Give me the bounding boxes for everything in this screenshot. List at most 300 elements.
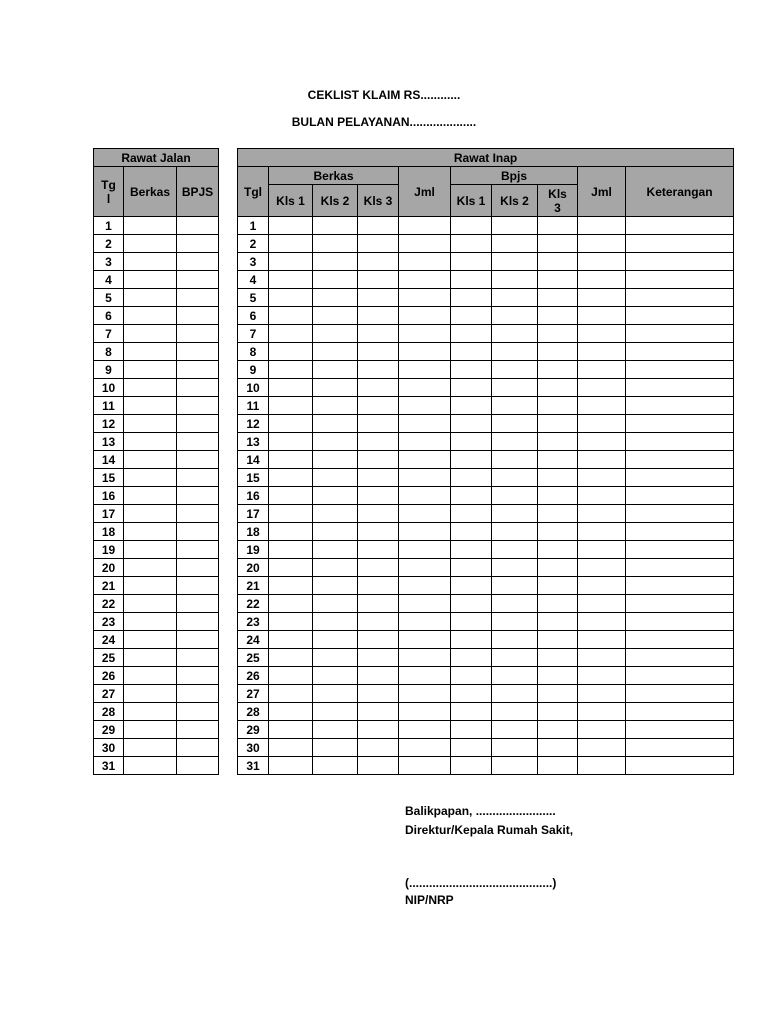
rj-cell[interactable] (124, 703, 177, 721)
ri-cell[interactable] (626, 487, 734, 505)
ri-cell[interactable] (626, 541, 734, 559)
ri-cell[interactable] (358, 757, 399, 775)
ri-cell[interactable] (269, 415, 313, 433)
rj-cell[interactable] (124, 757, 177, 775)
ri-cell[interactable] (313, 307, 358, 325)
ri-cell[interactable] (578, 307, 626, 325)
rj-cell[interactable] (124, 523, 177, 541)
ri-cell[interactable] (538, 577, 578, 595)
ri-cell[interactable] (492, 379, 538, 397)
ri-cell[interactable] (578, 433, 626, 451)
rj-cell[interactable] (124, 451, 177, 469)
ri-cell[interactable] (538, 613, 578, 631)
ri-cell[interactable] (269, 217, 313, 235)
ri-cell[interactable] (538, 397, 578, 415)
ri-cell[interactable] (626, 325, 734, 343)
ri-cell[interactable] (626, 523, 734, 541)
rj-cell[interactable] (177, 541, 219, 559)
ri-cell[interactable] (358, 271, 399, 289)
rj-cell[interactable] (124, 577, 177, 595)
ri-cell[interactable] (451, 379, 492, 397)
ri-cell[interactable] (358, 541, 399, 559)
ri-cell[interactable] (451, 757, 492, 775)
ri-cell[interactable] (626, 379, 734, 397)
ri-cell[interactable] (269, 649, 313, 667)
rj-cell[interactable] (124, 469, 177, 487)
ri-cell[interactable] (626, 685, 734, 703)
ri-cell[interactable] (358, 739, 399, 757)
ri-cell[interactable] (578, 505, 626, 523)
ri-cell[interactable] (358, 703, 399, 721)
ri-cell[interactable] (358, 397, 399, 415)
ri-cell[interactable] (269, 595, 313, 613)
ri-cell[interactable] (451, 613, 492, 631)
ri-cell[interactable] (269, 361, 313, 379)
ri-cell[interactable] (492, 757, 538, 775)
ri-cell[interactable] (451, 325, 492, 343)
ri-cell[interactable] (399, 325, 451, 343)
rj-cell[interactable] (177, 703, 219, 721)
ri-cell[interactable] (492, 397, 538, 415)
ri-cell[interactable] (451, 235, 492, 253)
ri-cell[interactable] (399, 343, 451, 361)
ri-cell[interactable] (313, 595, 358, 613)
ri-cell[interactable] (538, 523, 578, 541)
ri-cell[interactable] (451, 721, 492, 739)
ri-cell[interactable] (269, 325, 313, 343)
ri-cell[interactable] (451, 685, 492, 703)
rj-cell[interactable] (124, 685, 177, 703)
ri-cell[interactable] (538, 703, 578, 721)
ri-cell[interactable] (451, 343, 492, 361)
ri-cell[interactable] (399, 577, 451, 595)
ri-cell[interactable] (358, 523, 399, 541)
ri-cell[interactable] (578, 325, 626, 343)
ri-cell[interactable] (578, 415, 626, 433)
ri-cell[interactable] (492, 217, 538, 235)
ri-cell[interactable] (451, 307, 492, 325)
ri-cell[interactable] (578, 541, 626, 559)
ri-cell[interactable] (399, 541, 451, 559)
ri-cell[interactable] (538, 685, 578, 703)
ri-cell[interactable] (399, 217, 451, 235)
ri-cell[interactable] (358, 451, 399, 469)
ri-cell[interactable] (626, 721, 734, 739)
ri-cell[interactable] (451, 505, 492, 523)
ri-cell[interactable] (578, 667, 626, 685)
ri-cell[interactable] (269, 235, 313, 253)
ri-cell[interactable] (313, 253, 358, 271)
ri-cell[interactable] (451, 217, 492, 235)
ri-cell[interactable] (358, 379, 399, 397)
ri-cell[interactable] (538, 649, 578, 667)
ri-cell[interactable] (313, 613, 358, 631)
ri-cell[interactable] (538, 559, 578, 577)
ri-cell[interactable] (626, 361, 734, 379)
ri-cell[interactable] (451, 703, 492, 721)
ri-cell[interactable] (626, 433, 734, 451)
rj-cell[interactable] (177, 739, 219, 757)
rj-cell[interactable] (177, 289, 219, 307)
ri-cell[interactable] (399, 235, 451, 253)
ri-cell[interactable] (399, 685, 451, 703)
ri-cell[interactable] (626, 613, 734, 631)
ri-cell[interactable] (451, 577, 492, 595)
ri-cell[interactable] (578, 613, 626, 631)
ri-cell[interactable] (269, 253, 313, 271)
ri-cell[interactable] (399, 667, 451, 685)
ri-cell[interactable] (269, 487, 313, 505)
rj-cell[interactable] (177, 505, 219, 523)
ri-cell[interactable] (626, 649, 734, 667)
ri-cell[interactable] (626, 667, 734, 685)
ri-cell[interactable] (492, 541, 538, 559)
rj-cell[interactable] (177, 487, 219, 505)
rj-cell[interactable] (177, 217, 219, 235)
ri-cell[interactable] (626, 559, 734, 577)
rj-cell[interactable] (177, 667, 219, 685)
ri-cell[interactable] (269, 289, 313, 307)
ri-cell[interactable] (313, 325, 358, 343)
ri-cell[interactable] (492, 649, 538, 667)
rj-cell[interactable] (177, 523, 219, 541)
ri-cell[interactable] (578, 631, 626, 649)
ri-cell[interactable] (269, 343, 313, 361)
rj-cell[interactable] (177, 307, 219, 325)
ri-cell[interactable] (358, 469, 399, 487)
ri-cell[interactable] (538, 343, 578, 361)
ri-cell[interactable] (269, 703, 313, 721)
ri-cell[interactable] (399, 289, 451, 307)
ri-cell[interactable] (538, 433, 578, 451)
ri-cell[interactable] (358, 685, 399, 703)
ri-cell[interactable] (626, 235, 734, 253)
rj-cell[interactable] (124, 721, 177, 739)
rj-cell[interactable] (124, 631, 177, 649)
ri-cell[interactable] (538, 235, 578, 253)
rj-cell[interactable] (177, 433, 219, 451)
ri-cell[interactable] (538, 271, 578, 289)
ri-cell[interactable] (538, 217, 578, 235)
ri-cell[interactable] (399, 379, 451, 397)
ri-cell[interactable] (538, 505, 578, 523)
ri-cell[interactable] (492, 631, 538, 649)
ri-cell[interactable] (626, 271, 734, 289)
ri-cell[interactable] (492, 685, 538, 703)
ri-cell[interactable] (626, 703, 734, 721)
ri-cell[interactable] (451, 289, 492, 307)
ri-cell[interactable] (578, 649, 626, 667)
ri-cell[interactable] (492, 343, 538, 361)
ri-cell[interactable] (358, 415, 399, 433)
ri-cell[interactable] (538, 757, 578, 775)
ri-cell[interactable] (269, 307, 313, 325)
ri-cell[interactable] (578, 343, 626, 361)
ri-cell[interactable] (578, 487, 626, 505)
ri-cell[interactable] (313, 451, 358, 469)
ri-cell[interactable] (578, 271, 626, 289)
ri-cell[interactable] (269, 541, 313, 559)
ri-cell[interactable] (399, 523, 451, 541)
rj-cell[interactable] (177, 397, 219, 415)
ri-cell[interactable] (492, 703, 538, 721)
ri-cell[interactable] (313, 433, 358, 451)
ri-cell[interactable] (399, 595, 451, 613)
ri-cell[interactable] (399, 757, 451, 775)
ri-cell[interactable] (399, 559, 451, 577)
ri-cell[interactable] (451, 631, 492, 649)
rj-cell[interactable] (124, 379, 177, 397)
ri-cell[interactable] (358, 487, 399, 505)
ri-cell[interactable] (578, 595, 626, 613)
ri-cell[interactable] (313, 541, 358, 559)
ri-cell[interactable] (451, 559, 492, 577)
ri-cell[interactable] (399, 649, 451, 667)
ri-cell[interactable] (538, 541, 578, 559)
ri-cell[interactable] (578, 559, 626, 577)
ri-cell[interactable] (626, 307, 734, 325)
ri-cell[interactable] (399, 433, 451, 451)
rj-cell[interactable] (177, 415, 219, 433)
rj-cell[interactable] (124, 397, 177, 415)
rj-cell[interactable] (124, 505, 177, 523)
ri-cell[interactable] (492, 667, 538, 685)
ri-cell[interactable] (358, 289, 399, 307)
ri-cell[interactable] (451, 667, 492, 685)
ri-cell[interactable] (578, 397, 626, 415)
ri-cell[interactable] (399, 397, 451, 415)
ri-cell[interactable] (269, 685, 313, 703)
ri-cell[interactable] (626, 289, 734, 307)
rj-cell[interactable] (177, 613, 219, 631)
ri-cell[interactable] (269, 739, 313, 757)
ri-cell[interactable] (578, 289, 626, 307)
ri-cell[interactable] (451, 361, 492, 379)
rj-cell[interactable] (124, 487, 177, 505)
ri-cell[interactable] (358, 505, 399, 523)
ri-cell[interactable] (269, 451, 313, 469)
rj-cell[interactable] (177, 631, 219, 649)
ri-cell[interactable] (269, 559, 313, 577)
ri-cell[interactable] (626, 451, 734, 469)
ri-cell[interactable] (492, 451, 538, 469)
ri-cell[interactable] (313, 217, 358, 235)
ri-cell[interactable] (578, 451, 626, 469)
ri-cell[interactable] (399, 703, 451, 721)
ri-cell[interactable] (313, 505, 358, 523)
ri-cell[interactable] (358, 235, 399, 253)
ri-cell[interactable] (358, 577, 399, 595)
ri-cell[interactable] (451, 595, 492, 613)
ri-cell[interactable] (492, 577, 538, 595)
ri-cell[interactable] (492, 469, 538, 487)
ri-cell[interactable] (578, 703, 626, 721)
ri-cell[interactable] (313, 667, 358, 685)
ri-cell[interactable] (313, 703, 358, 721)
ri-cell[interactable] (358, 631, 399, 649)
ri-cell[interactable] (269, 577, 313, 595)
ri-cell[interactable] (358, 253, 399, 271)
ri-cell[interactable] (492, 433, 538, 451)
ri-cell[interactable] (492, 595, 538, 613)
ri-cell[interactable] (492, 721, 538, 739)
ri-cell[interactable] (313, 289, 358, 307)
rj-cell[interactable] (124, 307, 177, 325)
rj-cell[interactable] (124, 649, 177, 667)
ri-cell[interactable] (269, 397, 313, 415)
ri-cell[interactable] (313, 631, 358, 649)
ri-cell[interactable] (451, 271, 492, 289)
ri-cell[interactable] (626, 397, 734, 415)
ri-cell[interactable] (358, 433, 399, 451)
ri-cell[interactable] (269, 469, 313, 487)
ri-cell[interactable] (626, 253, 734, 271)
ri-cell[interactable] (399, 505, 451, 523)
ri-cell[interactable] (313, 487, 358, 505)
ri-cell[interactable] (578, 523, 626, 541)
ri-cell[interactable] (626, 343, 734, 361)
ri-cell[interactable] (399, 361, 451, 379)
rj-cell[interactable] (124, 433, 177, 451)
ri-cell[interactable] (626, 469, 734, 487)
ri-cell[interactable] (313, 559, 358, 577)
ri-cell[interactable] (626, 577, 734, 595)
ri-cell[interactable] (313, 523, 358, 541)
ri-cell[interactable] (358, 307, 399, 325)
rj-cell[interactable] (124, 325, 177, 343)
ri-cell[interactable] (492, 415, 538, 433)
ri-cell[interactable] (399, 451, 451, 469)
ri-cell[interactable] (399, 253, 451, 271)
ri-cell[interactable] (313, 415, 358, 433)
ri-cell[interactable] (358, 559, 399, 577)
rj-cell[interactable] (124, 253, 177, 271)
ri-cell[interactable] (626, 415, 734, 433)
rj-cell[interactable] (177, 325, 219, 343)
rj-cell[interactable] (177, 685, 219, 703)
ri-cell[interactable] (578, 469, 626, 487)
rj-cell[interactable] (124, 361, 177, 379)
ri-cell[interactable] (269, 379, 313, 397)
ri-cell[interactable] (492, 361, 538, 379)
ri-cell[interactable] (269, 271, 313, 289)
ri-cell[interactable] (399, 307, 451, 325)
ri-cell[interactable] (538, 595, 578, 613)
ri-cell[interactable] (538, 253, 578, 271)
ri-cell[interactable] (538, 289, 578, 307)
rj-cell[interactable] (124, 271, 177, 289)
ri-cell[interactable] (538, 721, 578, 739)
ri-cell[interactable] (492, 253, 538, 271)
rj-cell[interactable] (177, 271, 219, 289)
ri-cell[interactable] (313, 757, 358, 775)
rj-cell[interactable] (177, 361, 219, 379)
ri-cell[interactable] (578, 739, 626, 757)
ri-cell[interactable] (358, 649, 399, 667)
ri-cell[interactable] (492, 235, 538, 253)
ri-cell[interactable] (492, 307, 538, 325)
rj-cell[interactable] (124, 415, 177, 433)
ri-cell[interactable] (492, 487, 538, 505)
rj-cell[interactable] (177, 595, 219, 613)
ri-cell[interactable] (626, 505, 734, 523)
ri-cell[interactable] (626, 217, 734, 235)
ri-cell[interactable] (578, 577, 626, 595)
ri-cell[interactable] (451, 253, 492, 271)
ri-cell[interactable] (269, 631, 313, 649)
ri-cell[interactable] (626, 739, 734, 757)
ri-cell[interactable] (492, 613, 538, 631)
ri-cell[interactable] (399, 271, 451, 289)
ri-cell[interactable] (399, 739, 451, 757)
ri-cell[interactable] (578, 379, 626, 397)
ri-cell[interactable] (313, 343, 358, 361)
ri-cell[interactable] (492, 739, 538, 757)
rj-cell[interactable] (177, 379, 219, 397)
ri-cell[interactable] (578, 685, 626, 703)
rj-cell[interactable] (177, 559, 219, 577)
ri-cell[interactable] (451, 397, 492, 415)
ri-cell[interactable] (451, 649, 492, 667)
ri-cell[interactable] (451, 523, 492, 541)
ri-cell[interactable] (313, 721, 358, 739)
ri-cell[interactable] (492, 523, 538, 541)
ri-cell[interactable] (313, 379, 358, 397)
ri-cell[interactable] (313, 397, 358, 415)
ri-cell[interactable] (538, 631, 578, 649)
ri-cell[interactable] (313, 469, 358, 487)
ri-cell[interactable] (492, 505, 538, 523)
rj-cell[interactable] (124, 235, 177, 253)
rj-cell[interactable] (177, 235, 219, 253)
ri-cell[interactable] (451, 469, 492, 487)
ri-cell[interactable] (578, 361, 626, 379)
rj-cell[interactable] (177, 343, 219, 361)
ri-cell[interactable] (626, 757, 734, 775)
ri-cell[interactable] (578, 253, 626, 271)
ri-cell[interactable] (578, 235, 626, 253)
ri-cell[interactable] (269, 433, 313, 451)
rj-cell[interactable] (124, 595, 177, 613)
ri-cell[interactable] (269, 613, 313, 631)
ri-cell[interactable] (269, 505, 313, 523)
ri-cell[interactable] (358, 361, 399, 379)
ri-cell[interactable] (313, 361, 358, 379)
ri-cell[interactable] (313, 235, 358, 253)
ri-cell[interactable] (578, 757, 626, 775)
rj-cell[interactable] (177, 721, 219, 739)
ri-cell[interactable] (358, 595, 399, 613)
ri-cell[interactable] (451, 451, 492, 469)
ri-cell[interactable] (399, 613, 451, 631)
ri-cell[interactable] (358, 217, 399, 235)
rj-cell[interactable] (177, 757, 219, 775)
ri-cell[interactable] (492, 289, 538, 307)
ri-cell[interactable] (313, 739, 358, 757)
rj-cell[interactable] (124, 559, 177, 577)
ri-cell[interactable] (538, 451, 578, 469)
ri-cell[interactable] (451, 487, 492, 505)
ri-cell[interactable] (399, 415, 451, 433)
ri-cell[interactable] (358, 613, 399, 631)
ri-cell[interactable] (399, 469, 451, 487)
ri-cell[interactable] (313, 685, 358, 703)
ri-cell[interactable] (451, 541, 492, 559)
ri-cell[interactable] (269, 523, 313, 541)
ri-cell[interactable] (451, 739, 492, 757)
ri-cell[interactable] (358, 325, 399, 343)
ri-cell[interactable] (538, 739, 578, 757)
